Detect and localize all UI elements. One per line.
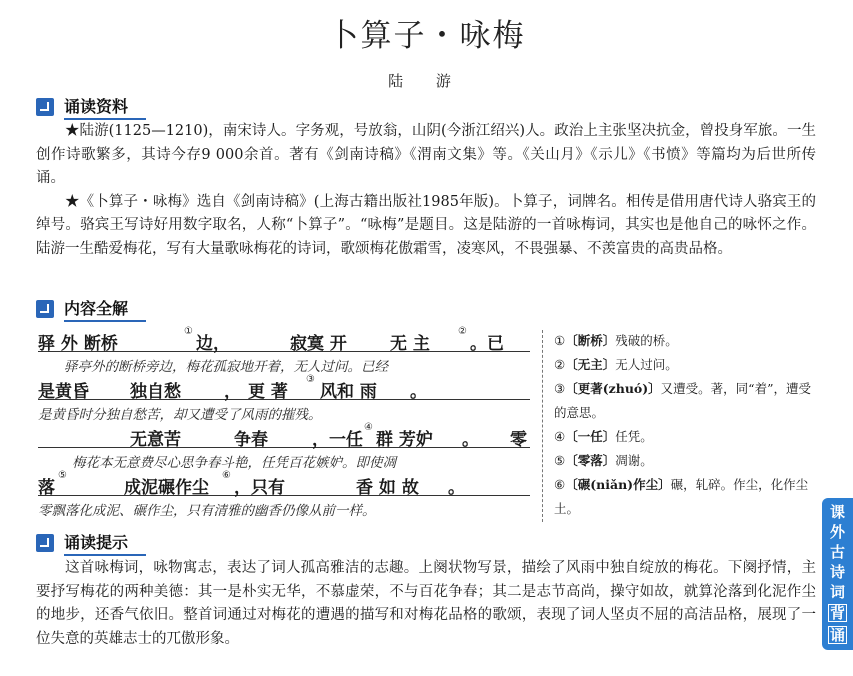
note-headword: 〔一任〕 xyxy=(565,429,616,444)
note-number: ① xyxy=(554,333,566,348)
note-headword: 〔零落〕 xyxy=(565,453,616,468)
section-header-reading-tips xyxy=(36,532,146,554)
note-text: 碾，轧碎。作尘，化作尘土。 xyxy=(554,477,809,516)
note-text: 又遭受。著，同“着”，遭受的意思。 xyxy=(554,381,811,420)
note-marker: ③ xyxy=(306,374,315,385)
note-headword: 〔断桥〕 xyxy=(565,333,616,348)
poem-line xyxy=(38,328,530,352)
side-tab-char: 课 xyxy=(829,503,845,521)
note-number: ③ xyxy=(554,381,566,396)
poem-line xyxy=(38,424,530,448)
poem-fragment: 群 芳妒 xyxy=(376,430,433,450)
note-text: 残破的桥。 xyxy=(615,333,678,348)
section-title: 内容全解 xyxy=(64,296,146,322)
section-header-content-explanation xyxy=(36,298,146,320)
translation-line: 零飘落化成泥、碾作尘，只有清雅的幽香仍像从前一样。 xyxy=(38,503,376,519)
poem-fragment: 争春 xyxy=(234,430,268,450)
note-marker: ⑤ xyxy=(58,470,67,481)
arrow-box-icon xyxy=(36,98,54,116)
poem-fragment: 零 xyxy=(510,430,527,450)
side-tab-extracurricular-poems[interactable] xyxy=(822,498,853,650)
note-item xyxy=(554,353,812,377)
poem-body xyxy=(38,328,530,522)
note-headword: 〔碾(niǎn)作尘〕 xyxy=(565,477,671,492)
note-item xyxy=(554,329,812,353)
poem-author: 陆 游 xyxy=(388,72,465,90)
side-tab-char: 背 xyxy=(829,604,845,622)
poem-fragment: 是黄昏 xyxy=(38,382,89,402)
poem-title: 卜算子・咏梅 xyxy=(327,18,526,54)
poem-line xyxy=(38,472,530,496)
poem-fragment: 香 如 故 xyxy=(356,478,419,498)
note-number: ⑤ xyxy=(554,453,566,468)
notes-divider xyxy=(542,330,543,522)
note-item xyxy=(554,377,812,425)
note-text: 凋谢。 xyxy=(615,453,653,468)
note-number: ⑥ xyxy=(554,477,566,492)
note-item xyxy=(554,473,812,521)
side-tab-char: 外 xyxy=(829,523,845,541)
arrow-box-icon xyxy=(36,534,54,552)
poem-fragment: ，一任 xyxy=(312,430,363,450)
translation-line: 是黄昏时分独自愁苦，却又遭受了风雨的摧残。 xyxy=(38,407,322,423)
poem-fragment: ， xyxy=(224,382,241,402)
poem-fragment: 驿 外 断桥 xyxy=(38,334,118,354)
poem-fragment: 独自愁 xyxy=(130,382,181,402)
poem-fragment: 。已 xyxy=(470,334,504,354)
note-marker: ② xyxy=(458,326,467,337)
tips-text xyxy=(36,557,816,651)
poem-fragment: 寂寞 开 xyxy=(290,334,347,354)
note-text: 无人过问。 xyxy=(615,357,678,372)
note-marker: ④ xyxy=(364,422,373,433)
section-title: 诵读资料 xyxy=(64,94,146,120)
note-text: 任凭。 xyxy=(615,429,653,444)
translation-line: 梅花本无意费尽心思争春斗艳，任凭百花嫉妒。即使凋 xyxy=(72,455,396,471)
annotation-notes xyxy=(554,329,812,521)
note-number: ④ xyxy=(554,429,566,444)
poem-fragment: 风和 雨 xyxy=(320,382,377,402)
side-tab-char: 古 xyxy=(829,543,845,561)
poem-fragment: ，只有 xyxy=(234,478,285,498)
note-item xyxy=(554,449,812,473)
poem-fragment: 成泥碾作尘 xyxy=(124,478,209,498)
side-tab-char: 诵 xyxy=(829,626,845,644)
poem-line xyxy=(38,376,530,400)
section-header-reading-material xyxy=(36,96,146,118)
poem-fragment: 无意苦 xyxy=(130,430,181,450)
arrow-box-icon xyxy=(36,300,54,318)
side-tab-char: 诗 xyxy=(829,563,845,581)
note-marker: ① xyxy=(184,326,193,337)
poem-fragment: 无 主 xyxy=(390,334,430,354)
note-number: ② xyxy=(554,357,566,372)
translation-line: 驿亭外的断桥旁边，梅花孤寂地开着，无人过问。已经 xyxy=(64,359,388,375)
note-headword: 〔无主〕 xyxy=(565,357,616,372)
note-headword: 〔更著(zhuó)〕 xyxy=(565,381,661,396)
intro-text xyxy=(36,120,816,262)
section-title: 诵读提示 xyxy=(64,530,146,556)
poem-fragment: 落 xyxy=(38,478,55,498)
poem-fragment: 。 xyxy=(448,478,465,498)
intro-paragraph: ★陆游(1125—1210)，南宋诗人。字务观，号放翁，山阴(今浙江绍兴)人。政治上主张坚决抗金，曾投身军旅。一生创作诗歌繁多，其诗今存9 000余首。著有《剑南诗稿》《渭南文集》等。《关山月》《示儿》《书愤》等篇均为后世所传诵。 xyxy=(36,123,816,187)
poem-fragment: 更 著 xyxy=(248,382,288,402)
poem-fragment: 。 xyxy=(410,382,427,402)
side-tab-char: 词 xyxy=(829,583,845,601)
tips-paragraph: 这首咏梅词，咏物寓志，表达了词人孤高雅洁的志趣。上阕状物写景，描绘了风雨中独自绽放的梅花。下阕抒情，主要抒写梅花的两种美德：其一是朴实无华，不慕虚荣，不与百花争春；其二是志节高尚，操守如故，就算沦落到化泥作尘的地步，还香气依旧。整首词通过对梅花的遭遇的描写和对梅花品格的歌颂，表现了词人坚贞不屈的高洁品格，展现了一位失意的英雄志士的兀傲形象。 xyxy=(36,560,816,647)
poem-fragment: 边， xyxy=(196,334,230,354)
note-item xyxy=(554,425,812,449)
poem-fragment: 。 xyxy=(462,430,479,450)
note-marker: ⑥ xyxy=(222,470,231,481)
intro-paragraph: ★《卜算子・咏梅》选自《剑南诗稿》(上海古籍出版社1985年版)。卜算子，词牌名。相传是借用唐代诗人骆宾王的绰号。骆宾王写诗好用数字取名，人称“卜算子”。“咏梅”是题目。这是陆游的一首咏梅词，其实也是他自己的咏怀之作。陆游一生酷爱梅花，写有大量歌咏梅花的诗词，歌颂梅花傲霜雪，凌寒风，不畏强暴、不羡富贵的高贵品格。 xyxy=(36,193,816,257)
